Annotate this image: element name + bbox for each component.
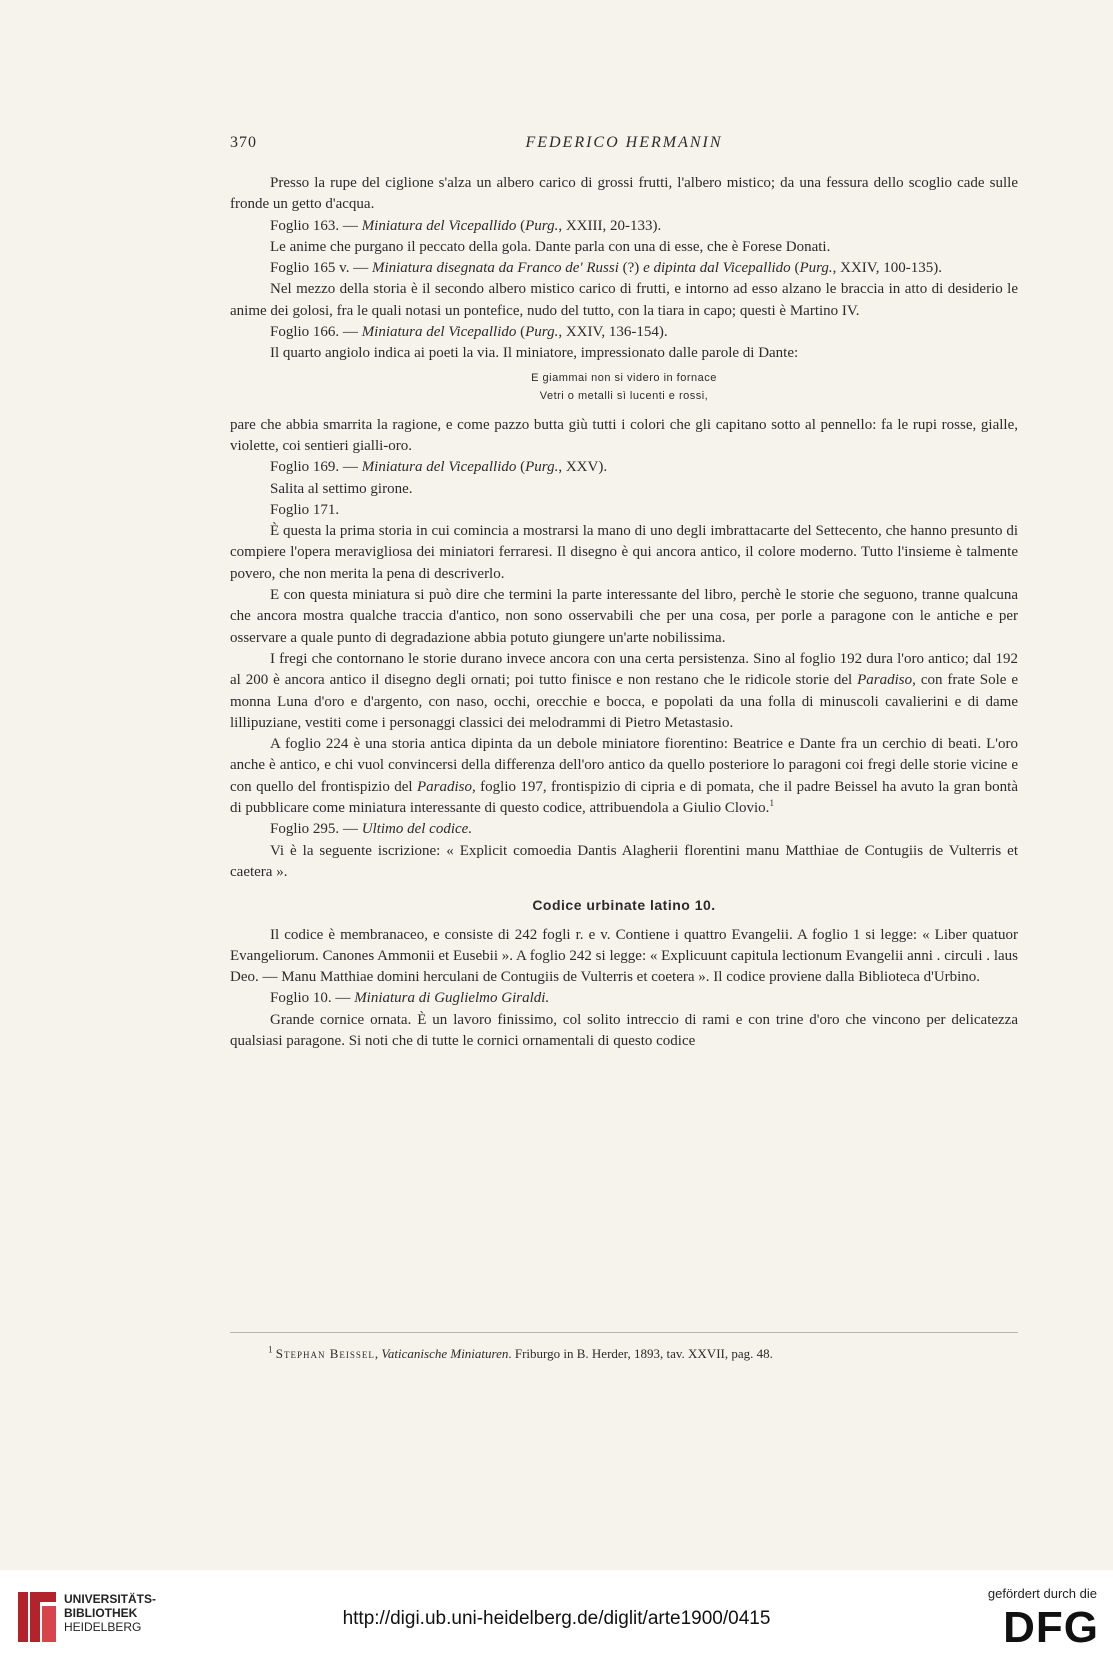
footnote-divider: [230, 1332, 1018, 1333]
text-run: (: [790, 260, 800, 277]
italic-run: Miniatura di Guglielmo Giraldi.: [354, 990, 550, 1007]
paragraph: Il codice è membranaceo, e consiste di 242 fogli r. e v. Contiene i quattro Evangelii. A foglio 1 si legge: « Liber quatuor Evangeliorum. Canones Ammonii et Eusebii ». A foglio 242 si legge: « Explicuunt capitula lectionum Evangelii anni . circuli . laus Deo. — Manu Matthiae domini herculani de Contugiis de Vulterris et coetera ». Il codice proviene dalla Biblioteca d'Urbino.: [230, 926, 1018, 986]
library-name-line: HEIDELBERG: [64, 1620, 142, 1634]
text-run: I fregi che contornano le storie durano invece ancora con una certa persistenza. Sino al foglio 192 dura l'oro antico; dal 192 al 200 è ancora antico il disegno degli ornati; poi tutto finisce e non restano che le ridicole storie del: [230, 650, 1018, 689]
text-run: Foglio 295. —: [270, 821, 362, 838]
text-run: , con frate Sole e monna Luna d'oro e d'argento, con naso, occhi, orecchie e bocca, e popolati da una folla di minuscoli cavalierini e di dame lillipuziane, vestiti come i personaggi classici dei melodrammi di Pietro Metastasio.: [230, 672, 1018, 731]
text-run: (: [516, 217, 526, 234]
italic-run: Purg.: [799, 260, 833, 277]
text-run: Foglio 163. —: [270, 217, 362, 234]
paragraph: pare che abbia smarrita la ragione, e come pazzo butta giù tutti i colori che gli capitano sotto al pennello: fa le rupi rosse, gialle, violette, coi sentieri gialli-oro.: [230, 416, 1018, 454]
footnote-title: Vaticanische Miniaturen: [381, 1346, 509, 1361]
text-run: Foglio 169. —: [270, 459, 362, 476]
text-run: (: [516, 324, 526, 341]
paragraph: [230, 819, 1018, 840]
paragraph: [230, 649, 1018, 734]
library-name-line: BIBLIOTHEK: [64, 1606, 138, 1620]
verse-line: Vetri o metalli sì lucenti e rossi,: [539, 389, 709, 402]
text-run: Foglio 165 v. —: [270, 260, 372, 277]
paragraph: Il quarto angiolo indica ai poeti la via. Il miniatore, impressionato dalle parole di Dante:: [270, 345, 799, 362]
text-run: , XXV).: [558, 459, 608, 476]
italic-run: Miniatura del Vicepallido: [361, 324, 517, 341]
dfg-logo[interactable]: DFG: [1003, 1603, 1099, 1652]
text-run: , foglio 197, frontispizio di cipria e di pomata, che il padre Beissel ha avuto la gran bontà di pubblicare come miniatura interessante di questo codice, attribuendola a Giulio Clovio.: [230, 778, 1018, 817]
italic-run: Purg.: [525, 217, 559, 234]
paragraph: [230, 988, 1018, 1009]
text-run: ,: [374, 1346, 382, 1361]
italic-run: Paradiso: [857, 672, 913, 689]
paragraph: Presso la rupe del ciglione s'alza un albero carico di grossi frutti, l'albero mistico; da una fessura dello scoglio cade sulle fronde un getto d'acqua.: [230, 175, 1018, 213]
text-run: Foglio 10. —: [270, 990, 355, 1007]
verse-quote: [230, 369, 1018, 405]
section-heading: Codice urbinate latino 10.: [532, 897, 716, 914]
paragraph: [230, 322, 1018, 343]
paragraph: [230, 734, 1018, 819]
text-run: Foglio 166. —: [270, 324, 362, 341]
footnote-author: Stephan Beissel: [275, 1346, 375, 1361]
text-run: , XXIII, 20-133).: [558, 217, 662, 234]
paragraph: Le anime che purgano il peccato della gola. Dante parla con una di esse, che è Forese Donati.: [270, 238, 831, 255]
text-run: , XXIV, 100-135).: [832, 260, 942, 277]
paragraph: E con questa miniatura si può dire che termini la parte interessante del libro, perchè le storie che seguono, tranne qualcuna che ancora mostra qualche traccia d'antico, non sono osservabili che per una cosa, per porle a paragone con le antiche e per osservare a quale punto di degradazione abbia potuto giungere un'arte nobilissima.: [230, 587, 1018, 646]
italic-run: Purg.: [525, 324, 559, 341]
page-header: [230, 134, 1018, 156]
italic-run: Miniatura del Vicepallido: [361, 459, 517, 476]
paragraph: [230, 457, 1018, 478]
permalink-url[interactable]: http://digi.ub.uni-heidelberg.de/diglit/arte1900/0415: [342, 1608, 771, 1629]
paragraph: [230, 216, 1018, 237]
text-run: (?): [618, 260, 644, 277]
paragraph: Grande cornice ornata. È un lavoro finissimo, col solito intreccio di rami e con trine d'oro che vincono per delicatezza qualsiasi paragone. Si noti che di tutte le cornici ornamentali di questo codice: [230, 1011, 1018, 1049]
running-head: FEDERICO HERMANIN: [525, 134, 723, 151]
paragraph: [230, 258, 1018, 279]
italic-run: Ultimo del codice.: [361, 821, 473, 838]
text-run: . Friburgo in B. Herder, 1893, tav. XXVII, pag. 48.: [508, 1346, 773, 1361]
paragraph: Salita al settimo girone.: [270, 480, 413, 497]
italic-run: Miniatura del Vicepallido: [361, 217, 517, 234]
funder-label: gefördert durch die: [987, 1586, 1097, 1601]
viewer-footer: [0, 1570, 1113, 1660]
paragraph: Foglio 171.: [270, 501, 340, 518]
footnote-marker: 1: [268, 1344, 273, 1355]
text-run: , XXIV, 136-154).: [558, 324, 668, 341]
italic-run: e dipinta dal Vicepallido: [643, 260, 791, 277]
footnote-reference[interactable]: 1: [769, 798, 774, 809]
library-name-line: UNIVERSITÄTS-: [64, 1592, 157, 1606]
verse-line: E giammai non si videro in fornace: [531, 371, 717, 384]
text-run: (: [516, 459, 526, 476]
paragraph: Nel mezzo della storia è il secondo albero mistico carico di frutti, e intorno ad esso alzano le braccia in atto di desiderio le anime dei golosi, fra le quali notasi un pontefice, nudo del tutto, con la tiara in capo; questi è Martino IV.: [230, 281, 1018, 319]
paragraph: È questa la prima storia in cui comincia a mostrarsi la mano di uno degli imbrattacarte del Settecento, che hanno presunto di compiere l'opera meravigliosa dei miniatori ferraresi. Il disegno è qui ancora antico, il colore moderno. Tutto l'insieme è talmente povero, che non merita la pena di descriverlo.: [230, 523, 1018, 582]
text-run: A foglio 224 è una storia antica dipinta da un debole miniatore fiorentino: Beatrice e Dante fra un cerchio di beati. L'oro anche è antico, e chi vuol convincersi della differenza dell'oro antico da quello posteriore lo paragoni coi fregi delle storie vicine e con quello del frontispizio del: [230, 736, 1018, 795]
footnote: [268, 1345, 1018, 1363]
italic-run: Paradiso: [416, 778, 472, 795]
body-text: [230, 173, 1018, 1052]
italic-run: Miniatura disegnata da Franco de' Russi: [371, 260, 619, 277]
italic-run: Purg.: [525, 459, 559, 476]
paragraph: Vi è la seguente iscrizione: « Explicit comoedia Dantis Alagherii florentini manu Matthiae de Contugiis de Vulterris et caetera ».: [230, 842, 1018, 880]
page-number: 370: [230, 134, 257, 151]
